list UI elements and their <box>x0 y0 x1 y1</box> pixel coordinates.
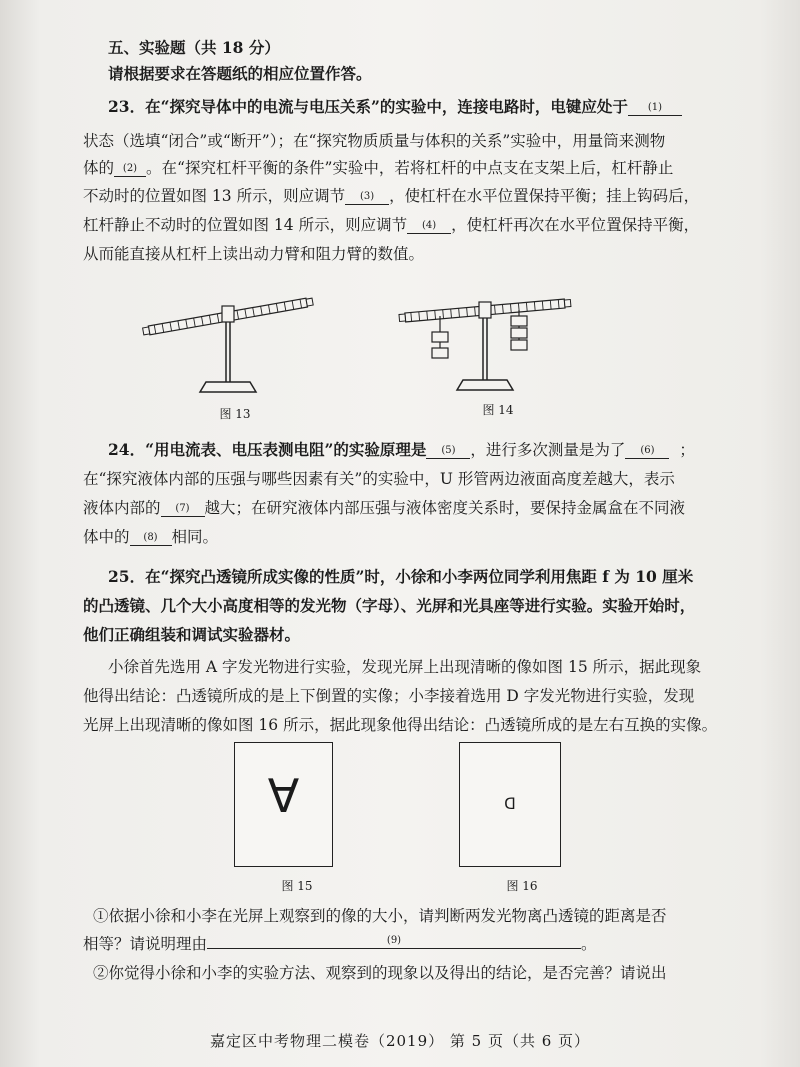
q23-text: 杠杆静止不动时的位置如图 14 所示，则应调节 <box>83 216 408 234</box>
section-title: 五、实验题（共 18 分） <box>108 38 280 57</box>
blank-7: (7) <box>161 502 205 517</box>
q24-text: 相同。 <box>171 528 219 546</box>
stand-base <box>457 380 513 390</box>
blank-4: (4) <box>407 219 451 234</box>
q24-line-1 <box>108 440 740 460</box>
q23-line-3 <box>83 158 740 178</box>
q24-text: ； <box>679 441 695 459</box>
q24-text: ，进行多次测量是为了 <box>470 441 626 459</box>
figure-16-screen <box>459 742 561 867</box>
q23-text: 。在“探究杠杆平衡的条件”实验中，若将杠杆的中点支在支架上后，杠杆静止 <box>146 159 674 177</box>
figure-15-screen <box>234 742 333 867</box>
q23-text: 不动时的位置如图 13 所示，则应调节 <box>83 187 346 205</box>
inverted-a-image: ∀ <box>267 769 300 823</box>
q25-text: 。 <box>581 935 597 953</box>
q23-line-5 <box>83 215 740 235</box>
q25-line-2: 的凸透镜、几个大小高度相等的发光物（字母）、光屏和光具座等进行实验。实验开始时， <box>83 596 696 615</box>
q25-sub1-line-1: ①依据小徐和小李在光屏上观察到的像的大小，请判断两发光物离凸透镜的距离是否 <box>93 907 667 925</box>
q23-line-1 <box>108 97 740 117</box>
blank-8: (8) <box>130 531 172 546</box>
q24-line-2: 在“探究液体内部的压强与哪些因素有关”的实验中，U 形管两边液面高度差越大，表示 <box>83 470 675 488</box>
q23-text: ，使杠杆再次在水平位置保持平衡， <box>451 216 700 234</box>
q23-text: 体的 <box>83 159 115 177</box>
q25-para2-line-3: 光屏上出现清晰的像如图 16 所示，据此现象他得出结论：凸透镜所成的是左右互换的实像。 <box>83 716 718 734</box>
figure-15-caption: 图 15 <box>281 879 313 893</box>
q24-text: 体中的 <box>83 528 130 546</box>
blank-6: (6) <box>625 444 669 459</box>
q25-sub1-line-2 <box>83 934 740 954</box>
q24-line-4 <box>83 527 740 547</box>
blank-5: (5) <box>426 444 470 459</box>
q24-line-3 <box>83 498 740 518</box>
figure-16-caption: 图 16 <box>506 879 538 893</box>
q25-para2-line-2: 他得出结论：凸透镜所成的是上下倒置的实像；小李接着选用 D 字发光物进行实验，发现 <box>83 687 695 705</box>
blank-9: (9) <box>207 934 581 949</box>
q24-text: 越大；在研究液体内部压强与液体密度关系时，要保持金属盒在不同液 <box>204 499 686 517</box>
q25-line-1: 25．在“探究凸透镜所成实像的性质”时，小徐和小李两位同学利用焦距 f 为 10 厘米 <box>108 567 694 586</box>
q24-text: 24．“用电流表、电压表测电阻”的实验原理是 <box>108 440 427 459</box>
page-footer: 嘉定区中考物理二模卷（2019） 第 5 页（共 6 页） <box>209 1032 591 1050</box>
q23-line-6: 从而能直接从杠杆上读出动力臂和阻力臂的数值。 <box>83 245 425 263</box>
q23-line-4 <box>83 186 740 206</box>
left-weights <box>432 316 448 358</box>
pivot-clamp <box>222 306 234 322</box>
mirrored-d-image: ᗡ <box>504 795 516 813</box>
figure-14-lever <box>395 276 585 396</box>
figure-13-caption: 图 13 <box>219 407 251 421</box>
q23-text: ，使杠杆在水平位置保持平衡；挂上钩码后， <box>389 187 700 205</box>
q23-line-2: 状态（选填“闭合”或“断开”）；在“探究物质质量与体积的关系”实验中，用量筒来测物 <box>83 132 666 150</box>
q25-line-3: 他们正确组装和调试实验器材。 <box>83 625 301 644</box>
q25-sub2-line-1: ②你觉得小徐和小李的实验方法、观察到的现象以及得出的结论，是否完善？请说出 <box>93 964 667 982</box>
q25-text: 相等？请说明理由 <box>83 935 208 953</box>
q23-text: 23．在“探究导体中的电流与电压关系”的实验中，连接电路时，电键应处于 <box>108 97 628 116</box>
figure-14-caption: 图 14 <box>482 403 514 417</box>
section-instruction: 请根据要求在答题纸的相应位置作答。 <box>108 64 372 83</box>
blank-1: (1) <box>628 101 682 116</box>
right-weights <box>511 310 527 350</box>
blank-3: (3) <box>345 190 389 205</box>
stand-base <box>200 382 256 392</box>
figure-13-lever <box>140 282 330 400</box>
q25-para2-line-1: 小徐首先选用 A 字发光物进行实验，发现光屏上出现清晰的像如图 15 所示，据此现象 <box>108 658 702 676</box>
q24-text: 液体内部的 <box>83 499 161 517</box>
blank-2: (2) <box>114 162 146 177</box>
